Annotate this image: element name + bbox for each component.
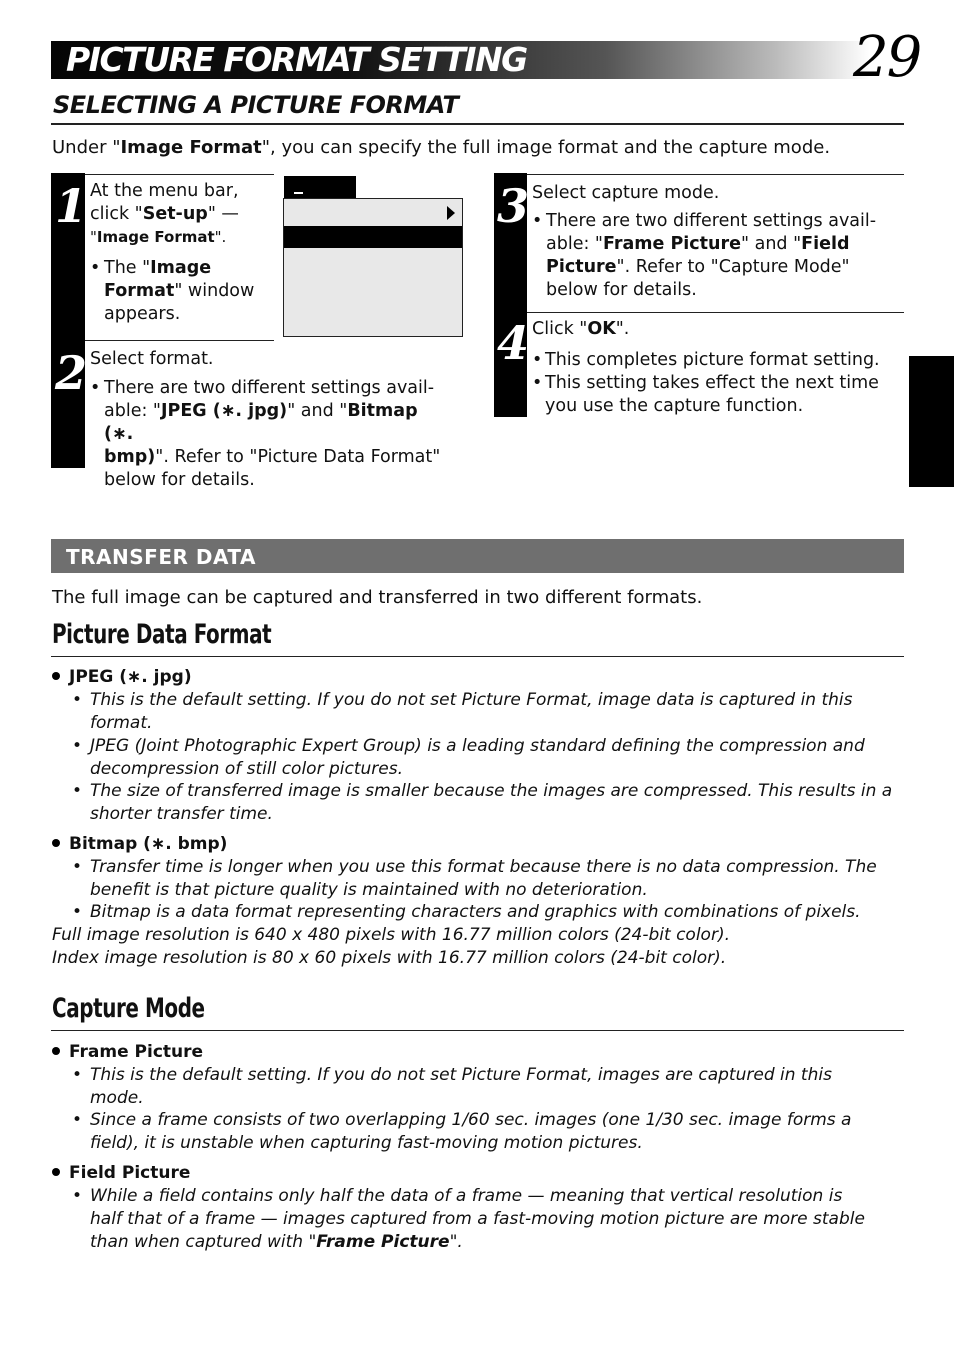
bitmap-note-1: Full image resolution is 640 x 480 pixels with 16.77 million colors (24-bit color).	[52, 925, 730, 945]
bitmap-note-2: Index image resolution is 80 x 60 pixels with 16.77 million colors (24-bit color).	[52, 948, 727, 968]
transfer-intro: The full image can be captured and transferred in two different formats.	[52, 587, 703, 608]
bullet-dot-icon	[52, 1168, 60, 1176]
bitmap-head: Bitmap (∗. bmp)	[52, 833, 227, 855]
bullet-icon: •	[72, 857, 83, 877]
bullet-dot-icon	[52, 839, 60, 847]
field-bullet-1: While a field contains only half the data of a frame — meaning that vertical resolution is half that of a frame — images captured from a fast-moving motion picture are more stable than when captured with "Frame Picture".	[90, 1186, 865, 1252]
step-3-number: 3	[497, 179, 530, 233]
page-number: 29	[853, 25, 921, 90]
step-2-top-rule	[85, 340, 274, 341]
step-2-text: Select format. • There are two different settings avail- able: "JPEG (∗. jpg)" and "Bitmap (∗. bmp)". Refer to "Picture Data Format" below for details.	[90, 348, 450, 492]
page-title: PICTURE FORMAT SETTING	[66, 40, 527, 79]
step-1-text: At the menu bar, click "Set-up" — "Image Format". • The "Image Format" window appears.	[90, 180, 280, 326]
step-4-top-rule	[527, 312, 904, 313]
menu-item-image-format-highlighted[interactable]	[284, 226, 462, 248]
picture-data-format-heading: Picture Data Format	[52, 619, 272, 650]
transfer-title: TRANSFER DATA	[66, 545, 256, 569]
bullet-dot-icon	[52, 672, 60, 680]
bullet-icon: •	[72, 1186, 83, 1206]
frame-bullet-2: Since a frame consists of two overlapping 1/60 sec. images (one 1/30 sec. image forms a field), it is unstable when capturing fast-moving motion pictures.	[90, 1110, 852, 1153]
submenu-arrow-icon	[447, 206, 455, 220]
step-1-top-rule	[85, 174, 274, 175]
jpeg-head: JPEG (∗. jpg)	[52, 666, 192, 688]
step-3-text: Select capture mode. • There are two different settings avail- able: "Frame Picture" and "Field Picture". Refer to "Capture Mode" below for details.	[532, 182, 902, 302]
menu-bar-tab[interactable]	[284, 176, 356, 198]
section-rule	[51, 123, 904, 125]
side-tab-marker	[909, 356, 954, 487]
step-4-number: 4	[497, 316, 530, 370]
bullet-icon: •	[72, 902, 83, 922]
bullet-icon: •	[72, 781, 83, 801]
step-2-number: 2	[55, 346, 88, 400]
bitmap-bullet-1: Transfer time is longer when you use this format because there is no data compression. The benefit is that picture quality is maintained with no deterioration.	[90, 857, 877, 900]
frame-bullet-1: This is the default setting. If you do not set Picture Format, images are captured in this mode.	[90, 1065, 832, 1108]
capture-mode-heading: Capture Mode	[52, 993, 205, 1024]
field-picture-head: Field Picture	[52, 1162, 190, 1184]
bullet-dot-icon	[52, 1047, 60, 1055]
bullet-icon: •	[72, 1065, 83, 1085]
menu-item-submenu[interactable]	[284, 202, 462, 226]
section-heading: SELECTING A PICTURE FORMAT	[53, 91, 459, 119]
step-3-top-rule	[527, 174, 904, 175]
frame-picture-head: Frame Picture	[52, 1041, 203, 1063]
step-4-text: Click "OK". • This completes picture format setting. • This setting takes effect the next time you use the capture function.	[532, 318, 902, 418]
capture-mode-rule	[51, 1030, 904, 1031]
jpeg-bullet-2: JPEG (Joint Photographic Expert Group) is a leading standard defining the compression and decompression of still color pictures.	[90, 736, 865, 779]
step-1-number: 1	[55, 179, 88, 233]
bitmap-bullet-2: Bitmap is a data format representing characters and graphics with combinations of pixels.	[90, 902, 861, 922]
bullet-icon: •	[72, 736, 83, 756]
menu-tab-underline	[294, 192, 303, 194]
intro-text: Under "Image Format", you can specify the full image format and the capture mode.	[52, 137, 831, 158]
jpeg-bullet-1: This is the default setting. If you do not set Picture Format, image data is captured in this format.	[90, 690, 853, 733]
picture-data-format-rule	[51, 656, 904, 657]
bullet-icon: •	[72, 1110, 83, 1130]
jpeg-bullet-3: The size of transferred image is smaller because the images are compressed. This results in a shorter transfer time.	[90, 781, 893, 824]
bullet-icon: •	[72, 690, 83, 710]
